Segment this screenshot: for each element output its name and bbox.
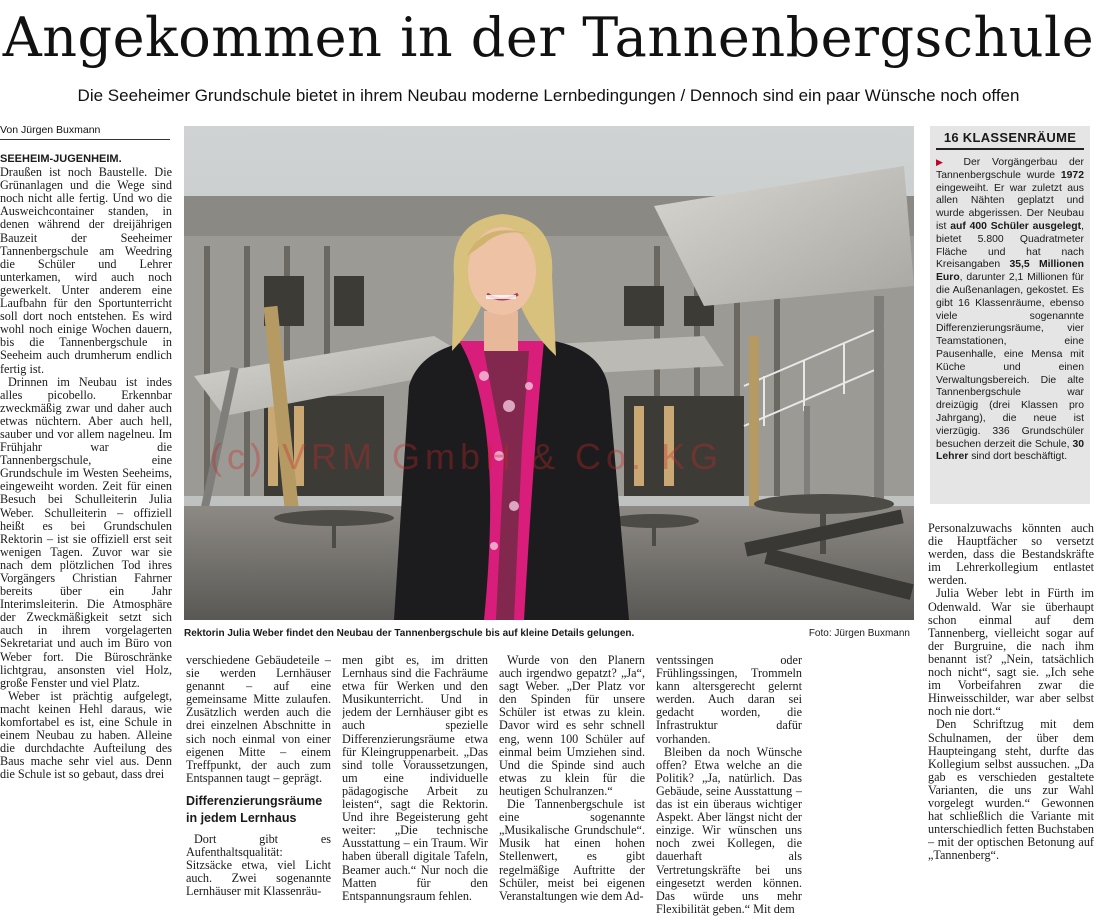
paragraph: Julia Weber lebt in Fürth im Odenwald. War sie überhaupt schon einmal auf dem Tannenberg, vielleicht sogar auf der Burgruine, die nach ihm benannt ist? „Nein, tatsächlich noch nicht“, sagt sie. „Ich sehe im Vorbeifahren zwar die Hinweisschilder, war aber selbst noch nie dort.“: [928, 586, 1094, 719]
article-column-6: [928, 522, 1094, 923]
paragraph: Draußen ist noch Baustelle. Die Grünanlagen und die Wege sind noch nicht alle fertig. Und wo die Ausweichcontainer standen, in denen während der dreijährigen Bauzeit der Seeheimer Tannenbergschule am Weedring die Schüler und Lehrer unterkamen, wird auch noch gewerkelt. Unter anderem eine Laufbahn für den Sportunterricht soll dort noch entstehen. Es wird wohl noch einige Wochen dauern, bis die Tannenbergschule in Seeheim auch drumherum endlich fertig ist.: [0, 165, 172, 376]
paragraph: Wurde von den Planern auch irgendwo gepatzt? „Ja“, sagt Weber. „Der Platz vor den Spinden für unsere Schüler ist etwas zu klein. Davor wird es sehr schnell eng, wenn 100 Schüler auf einmal beim Umziehen sind. Und die Spinde sind auch etwas zu klein für die heutigen Schulranzen.“: [499, 654, 645, 798]
paragraph: Personalzuwachs könnten auch die Hauptfächer so versetzt werden, dass die Bestandskräfte im Lehrerkollegium entlastet werden.: [928, 522, 1094, 588]
watermark: (c) VRM GmbH & Co. KG: [210, 436, 724, 477]
caption-text: Rektorin Julia Weber findet den Neubau der Tannenbergschule bis auf kleine Details gelungen.: [184, 628, 635, 639]
article-column-2: [186, 654, 331, 923]
paragraph: Weber ist prächtig aufgelegt, macht keinen Hehl daraus, wie komfortabel es ist, eine Schule in einem Neubau zu haben. Alleine die durchdachte Aufteilung des Baus mache sehr viel aus. Denn die Schule ist so gebaut, dass drei: [0, 688, 172, 782]
article-photo: [184, 126, 914, 620]
photo-credit: Foto: Jürgen Buxmann: [808, 628, 910, 639]
info-box-text: ▶ Der Vorgängerbau der Tannenbergschule wurde 1972 eingeweiht. Er war zuletzt aus allen Nähten geplatzt und wurde abgerissen. Der Neubau ist auf 400 Schüler ausgelegt, bietet 5.800 Quadratmeter Fläche und hat nach Kreisangaben 35,5 Millionen Euro, darunter 2,1 Millionen für die Außenanlagen, gekostet. Es gibt 16 Klassenräume, ebenso viele sogenannte Differenzierungsräume, vier Teamstationen, eine Pausenhalle, eine Mensa mit Küche und einen Verwaltungsbereich. Die alte Tannenbergschule war dreizügig (drei Klassen pro Jahrgang), die neue ist vierzügig. 336 Grundschüler besuchen derzeit die Schule, 30 Lehrer sind dort beschäftigt.: [936, 157, 1084, 463]
article-column-3: [342, 654, 488, 923]
info-box-title: 16 KLASSENRÄUME: [936, 126, 1084, 150]
triangle-right-icon: ▶: [936, 157, 952, 167]
paragraph: Drinnen im Neubau ist indes alles picobello. Erkennbar zweckmäßig zwar und daher auch etwas nüchtern. Aber auch hell, sauber und vor allem nagelneu. Im Frühjahr war die Tannenbergschule, eine Grundschule im Westen Seeheims, eingeweiht worden. Zeit für einen Besuch bei Schulleiterin Julia Weber. Schulleiterin – offiziell heißt es bei Grundschulen Rektorin – ist sie offiziell erst seit wenigen Tagen. Zuvor war sie nach dem plötzlichen Tod ihres Vorgängers Christian Fahrner bereits über ein Jahr Interimsleiterin. Die Atmosphäre der Zweckmäßigkeit setzt sich auch in ihrem vorgelagerten Sekretariat und auch im Büro von Weber fort. Die Büroschränke lichtgrau, ansonsten viel Holz, große Fenster und viel Platz.: [0, 374, 172, 690]
section-subheading: Differenzierungsräume in jedem Lernhaus: [186, 793, 323, 825]
paragraph: Dort gibt es Aufenthaltsqualität: Sitzsäcke etwa, viel Licht auch. Zwei sogenannte Lernhäuser mit Klassenräu-: [186, 831, 331, 899]
photo-caption: [184, 628, 914, 639]
article-column-1: [0, 152, 172, 923]
byline: Von Jürgen Buxmann: [0, 124, 170, 140]
article-column-4: [499, 654, 645, 923]
paragraph: Den Schriftzug mit dem Schulnamen, der über dem Haupteingang steht, durfte das Kollegium selbst aussuchen. „Da gab es verschieden gestaltete Varianten, die uns zur Wahl vorgelegt wurden.“ Gewonnen hat schließlich die Variante mit unterschiedlich fetten Buchstaben – mit der optischen Betonung auf „Tannenberg“.: [928, 717, 1094, 863]
paragraph: Die Tannenbergschule ist eine sogenannte „Musikalische Grundschule“. Musik hat einen hohen Stellenwert, es gibt regelmäßige Auftritte der Schüler, meist bei eigenen Veranstaltungen wie dem Ad-: [499, 797, 645, 903]
school-courtyard-photo: [184, 126, 914, 620]
paragraph: ventssingen oder Frühlingssingen, Trommeln kann altersgerecht gelernt werden. Auch daran sei gedacht worden, die Infrastruktur dafür vorhanden.: [656, 654, 802, 746]
article-column-5: [656, 654, 802, 923]
paragraph: verschiedene Gebäudeteile – sie werden Lernhäuser genannt – auf eine gemeinsame Mitte zulaufen. Zusätzlich werden auch die drei einzelnen Abschnitte in sich noch einmal von einer eigenen Mitte – einem Treffpunkt, der auch zum Entspannen taugt – geprägt.: [186, 654, 331, 785]
dateline: SEEHEIM-JUGENHEIM.: [0, 153, 122, 165]
paragraph: men gibt es, im dritten Lernhaus sind die Fachräume etwa für Werken und den Musikunterricht. Und in jedem der Lernhäuser gibt es auch spezielle Differenzierungsräume etwa für Kleingruppenarbeit. „Das sind tolle Voraussetzungen, um eine individuelle pädagogische Arbeit zu leisten“, sagt die Rektorin. Und ihre Begeisterung geht weiter: „Die technische Ausstattung – ein Traum. Wir haben überall digitale Tafeln, Beamer auch.“ Nur noch die Matten für den Entspannungsraum fehlen.: [342, 654, 488, 903]
paragraph: Bleiben da noch Wünsche offen? Etwa welche an die Politik? „Ja, natürlich. Das Gebäude, seine Ausstattung – das ist ein überaus wichtiger Aspekt. Aber längst nicht der einzige. Wir wünschen uns noch zwei Kollegen, die dauerhaft als Vertretungskräfte bei uns eingesetzt werden können. Das würde uns mehr Flexibilität geben.“ Mit dem: [656, 744, 802, 916]
info-box: [930, 126, 1090, 504]
article-subheadline: Die Seeheimer Grundschule bietet in ihrem Neubau moderne Lernbedingungen / Dennoch sind ein paar Wünsche noch offen: [77, 86, 1020, 105]
article-headline: Angekommen in der Tannenbergschule: [2, 6, 1095, 69]
